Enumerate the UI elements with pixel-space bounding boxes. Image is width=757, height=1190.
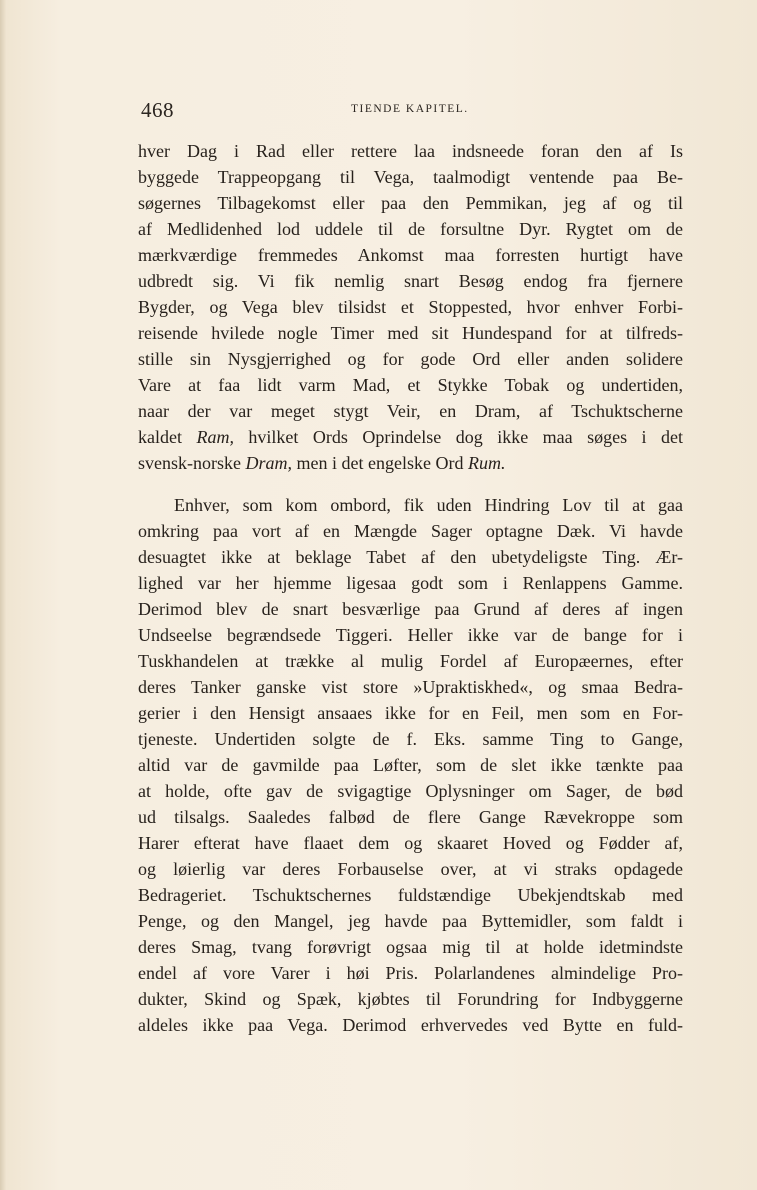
text-line: Derimod blev de snart besværlige paa Grund af deres af ingen [138,599,683,619]
text-line: Enhver, som kom ombord, fik uden Hindring Lov til at gaa [174,495,683,515]
text-line: stille sin Nysgjerrighed og for gode Ord eller anden solidere [138,349,683,369]
text-line: Undseelse begrændsede Tiggeri. Heller ikke var de bange for i [138,625,683,645]
text-line: Bedrageriet. Tschuktschernes fuldstændige Ubekjendtskab med [138,885,683,905]
italic-word: Rum. [467,453,506,473]
text-line: af Medlidenhed lod uddele til de forsultne Dyr. Rygtet om de [138,219,683,239]
text-line: mærkværdige fremmedes Ankomst maa forresten hurtigt have [138,245,683,265]
paragraph-1 [138,138,683,476]
text-line: Penge, og den Mangel, jeg havde paa Byttemidler, som faldt i [138,911,683,931]
text-line: hver Dag i Rad eller rettere laa indsneede foran den af Is [138,141,683,161]
italic-word: Dram, [245,453,292,473]
text-line: reisende hvilede nogle Timer med sit Hundespand for at tilfreds- [138,323,683,343]
text-line: endel af vore Varer i høi Pris. Polarlandenes almindelige Pro- [138,963,683,983]
text-line: Harer efterat have flaaet dem og skaaret Hoved og Fødder af, [138,833,683,853]
text-line: Bygder, og Vega blev tilsidst et Stoppested, hvor enhver Forbi- [138,297,683,317]
text-line: desuagtet ikke at beklage Tabet af den ubetydeligste Ting. Ær- [138,547,683,567]
paragraph-gap [138,476,683,492]
text-line: byggede Trappeopgang til Vega, taalmodigt ventende paa Be- [138,167,683,187]
text-line: omkring paa vort af en Mængde Sager optagne Dæk. Vi havde [138,521,683,541]
text-line: ud tilsalgs. Saaledes falbød de flere Gange Rævekroppe som [138,807,683,827]
text-line: at holde, ofte gav de svigagtige Oplysninger om Sager, de bød [138,781,683,801]
italic-word: Ram, [196,427,234,447]
text-line: Vare at faa lidt varm Mad, et Stykke Tobak og undertiden, [138,375,683,395]
page-number: 468 [141,98,174,122]
text-line: Tuskhandelen at trække al mulig Fordel af Europæernes, efter [138,651,683,671]
body-text [138,138,683,1038]
running-title: TIENDE KAPITEL. [351,103,469,115]
text-line: kaldet Ram, hvilket Ords Oprindelse dog ikke maa søges i det [138,427,684,447]
text-line: naar der var meget stygt Veir, en Dram, af Tschuktscherne [138,401,683,421]
text-line: deres Smag, tvang forøvrigt ogsaa mig til at holde idetmindste [138,937,683,957]
text-line: deres Tanker ganske vist store »Upraktiskhed«, og smaa Bedra- [138,677,683,697]
paragraph-2 [138,492,683,1038]
text-line: tjeneste. Undertiden solgte de f. Eks. samme Ting to Gange, [138,729,683,749]
text-line: altid var de gavmilde paa Løfter, som de slet ikke tænkte paa [138,755,683,775]
text-line: dukter, Skind og Spæk, kjøbtes til Forundring for Indbyggerne [138,989,683,1009]
text-line: svensk-norske Dram, men i det engelske Ord Rum. [138,453,506,473]
text-line: aldeles ikke paa Vega. Derimod erhvervedes ved Bytte en fuld- [138,1015,683,1035]
page-header [141,96,681,126]
text-line: udbredt sig. Vi fik nemlig snart Besøg endog fra fjernere [138,271,683,291]
text-line: lighed var her hjemme ligesaa godt som i Renlappens Gamme. [138,573,683,593]
text-line: gerier i den Hensigt ansaaes ikke for en Feil, men som en For- [138,703,683,723]
text-line: søgernes Tilbagekomst eller paa den Pemmikan, jeg af og til [138,193,683,213]
page-edge-shadow [0,0,6,1190]
text-line: og løierlig var deres Forbauselse over, at vi straks opdagede [138,859,683,879]
